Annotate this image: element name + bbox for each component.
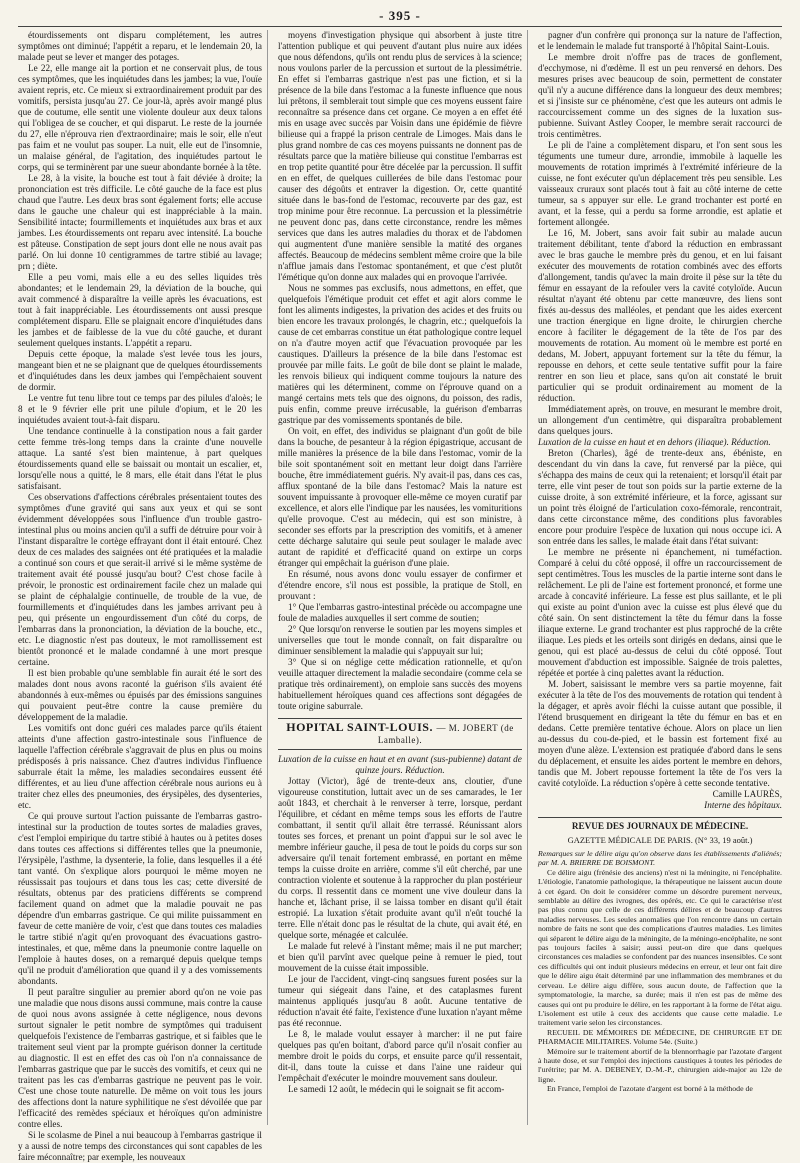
paragraph: Le ventre fut tenu libre tout ce temps par des pilules d'aloès; le 8 et le 9 février elle prit une pilule d'opium, et le 20 les inquiétudes avaient tout-à-fait disparu.: [18, 393, 262, 425]
review-title: REVUE DES JOURNAUX DE MÉDECINE.: [538, 817, 782, 832]
header-rule: [18, 26, 782, 27]
journal-source: GAZETTE MÉDICALE DE PARIS. (N° 33, 19 août.): [567, 835, 753, 845]
paragraph: moyens d'investigation physique qui absorbent à juste titre l'attention publique et qui peuvent d'autant plus nuire aux idées que nous défendons, qu'ils ont rendu plus de services à la science; nous voulons parler de la percussion et surtout de la plessimétrie. En effet si l'embarras gastrique n'est pas une fiction, et si la présence de la bile dans l'estomac a la funeste influence que nous lui prêtons, il semblerait tout simple que ces moyens eussent faire reconnaître sa présence dans cet organe. Ce moyen a en effet été mis en usage avec succès par Voisin dans une épidémie de fièvre bilieuse qui a frappé la prison centrale de Limoges. Mais dans le plus grand nombre de cas ces moyens puissants ne donnent pas de résultats parce que la matière bilieuse qui constitue l'embarras est en trop petite quantité pour être décelée par la percussion. Il suffit en en effet, de quelques cuillerées de bile dans l'estomac pour causer des dégoûts et entraver la digestion. Or, cette quantité située dans le bas-fond de l'estomac, recouverte par des gaz, est trop minime pour être reconnue. La percussion et la plessimétrie ne peuvent donc pas, dans cette circonstance, rendre les mêmes services que dans les autres maladies du thorax et de l'abdomen qui augmentent d'une manière sensible la matité des organes affectés. Beaucoup de médecins semblent même croire que la bile n'affluе jamais dans l'estomac spontanément, et que c'est plutôt l'émétique qu'on donne aux malades qui en provoque l'arrivée.: [278, 30, 522, 282]
paragraph: 2° Que lorsqu'on renverse le soutien par les moyens simples et universelles que tout le monde connaît, on fait disparaître ou diminuer sensiblement la maladie qui s'appuyait sur lui;: [278, 624, 522, 656]
paragraph: Jottay (Victor), âgé de trente-deux ans, cloutier, d'une vigoureuse constitution, luttait avec un de ses camarades, le 1er août 1843, et cherchait à le renverser à terre, lorsque, perdant l'équilibre, et cédant en même temps sous les efforts de l'autre combattant, il sentit qu'il allait être terrassé. Réunissant alors toutes ses forces, et prenant un point d'appui sur le sol avec le membre inférieur gauche, il pesa de tout le poids du corps sur son adversaire qu'il tenait fortement embrassé, en portant en même temps la cuisse droite en arrière, comme s'il eût cherché, par une contraction violente et soutenue à la rapprocher du plan postérieur du corps. Il ressentit dans ce moment une vive douleur dans la hanche et, lâchant prise, il se laissa tomber en disant qu'il était estropié. La luxation s'était produite avant qu'il n'eût touché la terre. Elle n'était donc pas le résultat de la chute, qui avait été, en quelque sorte, ménagée et calculée.: [278, 776, 522, 940]
signature-role: Interne des hôpitaux.: [704, 800, 782, 810]
paragraph: Une tendance continuelle à la constipation nous a fait garder cette femme très-long temps dans la crainte d'une nouvelle attaque. La santé s'est bien maintenue, à part quelques étourdissements quand elle se baissait ou montait un escalier, et, lorsqu'elle nous a quitté, le 8 mars, elle était dans l'état le plus satisfaisant.: [18, 426, 262, 491]
paragraph: En résumé, nous avons donc voulu essayer de confirmer et d'étendre encore, s'il nous est possible, la pratique de Stoll, en prouvant :: [278, 569, 522, 601]
hospital-name: HOPITAL SAINT-LOUIS.: [286, 720, 433, 734]
paragraph: Le samedi 12 août, le médecin qui le soignait se fit accom-: [288, 1084, 505, 1094]
page-number: - 395 -: [379, 8, 421, 23]
paragraph: Le 22, elle mange ait la portion et ne conservait plus, de tous ces symptômes, que les inquiétudes dans les jambes; la vue, l'ouïe avaient repris, etc. Ce mieux si extraordinairement produit par des vomitifs, persista jusqu'au 27. Ce jour-là, après avoir mangé plus que de coutume, elle sentit une violente douleur aux deux talons qui l'obligea de se coucher, et qui disparut. Le reste de la journée du 27, elle n'éprouva rien d'extraordinaire; mais le soir, elle n'eut pas faim et ne voulut pas souper. La nuit, elle eut de l'insomnie, un malaise général, de l'agitation, des inquiétudes partout le corps, qui se terminèrent par une sueur abondante bornée à la tête.: [18, 63, 262, 172]
paragraph: Les vomitifs ont donc guéri ces malades parce qu'ils étaient atteints d'une affection gastro-intestinale sous l'influence de laquelle l'affection cérébrale s'aggravait de plus en plus ou moins prédisposés à pris naissance. Chez d'autres individus l'influence saburrale était la même, les maladies secondaires eussent été différentes, et au lieu d'une affection cérébrale nous aurions eu à traiter chez elles des pneumonies, des érysipèles, des dysenteries, etc.: [18, 723, 262, 810]
paragraph: Le 16, M. Jobert, sans avoir fait subir au malade aucun traitement débilitant, tente d'abord la réduction en embrassant avec le bras gauche le membre près du genou, et en lui faisant exécuter des mouvements de rotation combinés avec des efforts d'allongement, tandis qu'avec la main droite il pèse sur la tête du fémur en essayant de la refouler vers la cavité cotyloïde. Aucun résultat n'ayant été obtenu par cette manœuvre, des liens sont fixés au-dessus des malléoles, et pendant que les aides exercent une traction énergique en ligne droite, le chirurgien cherche encore à faciliter le dégagement de la tête de l'os par des mouvements de rotation. Au moment où le membre est porté en dedans, M. Jobert, appuyant fortement sur la tête du fémur, la repousse en dehors, et cette seule tentative suffit pour la faire rentrer en son lieu et place, sans qu'on ait constaté le bruit particulier qui se produit ordinairement au moment de la réduction.: [538, 228, 782, 403]
paragraph: Le 8, le malade voulut essayer à marcher: il ne put faire quelques pas qu'en boitant, d'abord parce qu'il n'osait confier au membre droit le poids du corps, et ensuite parce qu'il ressentait, dit-il, dans toute la cuisse et dans l'aine une raideur qui l'empêchait d'exécuter le moindre mouvement sans douleur.: [278, 1029, 522, 1083]
paragraph: Le malade fut relevé à l'instant même; mais il ne put marcher; et bien qu'il parvînt avec quelque peine à remuer le pied, tout mouvement de la cuisse était impossible.: [278, 941, 522, 973]
review-section: [538, 849, 782, 1094]
paragraph: M. Jobert, saisissant le membre vers sa partie moyenne, fait exécuter à la tête de l'os des mouvements de rotation qui tendent à la dégager, et après avoir fléchi la cuisse autant que possible, il l'étend brusquement en dirigeant la tête du fémur en bas et en dedans. Cette première tentative échoue. Alors on place un lien au-dessus du cou-de-pied, et le bassin est fortement fixé au moyen d'une alèze. L'extension est pratiquée d'abord dans le sens du déplacement, et ensuite les aides portent le membre en dehors, tandis que M. Jobert repousse fortement la tête de l'os vers la cavité cotyloïde. La réduction s'opère à cette seconde tentative.: [538, 679, 782, 788]
paragraph: Elle a peu vomi, mais elle a eu des selles liquides très abondantes; et le lendemain 29, la déviation de la bouche, qui avait commencé à disparaître la veille après les évacuations, est tout à fait inappréciable. Les étourdissements ont aussi presque complétement disparu. Elle se plaignait encore d'inquiétudes dans les jambes et de faiblesse de la vue du côté gauche, et durant seulement quelques instants. L'appétit a reparu.: [18, 272, 262, 348]
paragraph: Ce qui prouve surtout l'action puissante de l'embarras gastro-intestinal sur la production de toutes sortes de maladies graves, c'est l'emploi empirique du tartre stibié à hautes ou à petites doses dans toutes ces affections si différentes telles que la pneumonie, l'érysipèle, l'asthme, la dysenterie, la folie, dans lesquelles il a été tant vanté. On s'explique alors pourquoi le même moyen ne réussissait pas toujours et dans tous les cas; cette diversité de résultats, obtenus par des praticiens différents se comprend facilement quand on admet que la maladie pouvait ne pas dépendre d'un embarras gastrique. Ce qui milite puissamment en faveur de cette manière de voir, c'est que dans toutes ces maladies le tartre stibié n'agit qu'en provoquant des évacuations gastro-intestinales, et que, même dans la pneumonie contre laquelle on l'emploie à hautes doses, on a remarqué depuis quelque temps qu'il ne produit d'amélioration que quand il y a des vomissements abondants.: [18, 811, 262, 986]
paragraph: étourdissements ont disparu complétement, les autres symptômes ont diminué; l'appétit a reparu, et le lendemain 20, la malade peut se lever et manger des potages.: [18, 30, 262, 62]
paragraph: Si le scolasme de Pinel a nui beaucoup à l'embarras gastrique il y a aussi de notre temps des circonstances qui sont capables de les faire méconnaître; par exemple, les nouveaux: [18, 1130, 262, 1162]
review-paragraph: Mémoire sur le traitement abortif de la blennorrhagie par l'azotate d'argent à haute dose, et sur l'emploi des injections caustiques à toutes les périodes de l'urétrite; par M. A. DEBENEY, D.-M.-P., chirurgien aide-major au 12e de ligne.: [538, 1046, 782, 1084]
page-columns: [18, 30, 783, 1162]
paragraph: 1° Que l'embarras gastro-intestinal précède ou accompagne une foule de maladies auxquelles il sert comme de soutien;: [278, 602, 522, 623]
paragraph: Depuis cette époque, la malade s'est levée tous les jours, mangeant bien et ne se plaignant que de quelques étourdissements et d'inquiétudes dans les deux jambes qui l'empêchaient souvent de dormir.: [18, 349, 262, 392]
paragraph: pagner d'un confrère qui prononça sur la nature de l'affection, et le lendemain le malade fut transporté à l'hôpital Saint-Louis.: [538, 30, 782, 51]
review-paragraph: RECUEIL DE MÉMOIRES DE MÉDECINE, DE CHIRURGIE ET DE PHARMACIE MILITAIRES. Volume 54e. (Suite.): [538, 1027, 782, 1047]
hospital-heading: [278, 718, 522, 750]
paragraph: Il est bien probable qu'une semblable fin aurait été le sort des malades dont nous avons raconté la guérison s'ils avaient été abandonnés à eux-mêmes ou épuisés par des émissions sanguines qui pouvaient peut-être contre la cause première du développement de la maladie.: [18, 668, 262, 722]
paragraph: Le 28, à la visite, la bouche est tout à fait déviée à droite; la prononciation est très difficile. Le côté gauche de la face est plus chaud que l'autre. Les deux bras sont également forts; elle accuse dans le gauche une chaleur qui est inappréciable à la main. Sensibilité intacte; fourmillements et inquiétudes aux bras et aux jambes. Les étourdissements ont reparu avec intensité. La bouche est pâteuse. Constipation de sept jours dont elle ne nous avait pas parlé. On lui donne 10 centigrammes de tartre stibié au lavage; prn ; diète.: [18, 173, 262, 271]
case-2-title: Luxation de la cuisse en haut et en dehors (iliaque). Réduction.: [538, 437, 771, 447]
paragraph: Le jour de l'accident, vingt-cinq sangsues furent posées sur la tumeur qui siégeait dans l'aine, et des cataplasmes furent maintenus appliqués jusqu'au 8 août. Aucune tentative de réduction n'avait été faite, l'existence d'une luxation n'ayant même pas été reconnue.: [278, 974, 522, 1028]
paragraph: Immédiatement après, on trouve, en mesurant le membre droit, un allongement d'un centimètre, qui disparaîtra probablement dans quelques jours.: [538, 404, 782, 436]
review-paragraph: En France, l'emploi de l'azotate d'argent est borné à la méthode de: [547, 1084, 753, 1094]
column-2: [278, 30, 528, 1125]
paragraph: Nous ne sommes pas exclusifs, nous admettons, en effet, que quelquefois l'émétique produit cet effet et agit alors comme le font les aliments indigestes, la privation des acides et des fruits ou bien encore les travaux prolongés, le chagrin, etc.; quelquefois la cause de cet embarras constitue un état pathologique contre lequel on n'a d'autre moyen actif que l'évacuation provoquée par les caustiques. D'ailleurs la présence de la bile dans l'estomac est prouvée par mille faits. Le goût de bile dont se plaint le malade, les renvois bilieux qui indiquent comme toujours la nature des matières qui les déterminent, comme on l'éprouve quand on a mangé certains mets tels que des oignons, du poisson, des radis, puis enfin, comme preuve irrécusable, la guérison d'embarras gastrique par des vomissements spontanés de bile.: [278, 283, 522, 425]
remark-title: Remarques sur le délire aigu qu'on observe dans les établissements d'aliénés; par M. A. BRIERRE DE BOISMONT.: [538, 849, 782, 868]
paragraph: Le pli de l'aine a complètement disparu, et l'on sent sous les téguments une tumeur dure, arrondie, immobile à laquelle les mouvements de rotation imprimés à l'extrémité inférieure de la cuisse, ne font exécuter qu'un déplacement très peu sensible. Les vaisseaux cruraux sont placés tout à fait au côté interne de cette tumeur, sa s appuyer sur elle. Le grand trochanter est porté en avant, et la fesse, qui a perdu sa forme arrondie, est aplatie et fortement allongée.: [538, 140, 782, 227]
paragraph: Breton (Charles), âgé de trente-deux ans, ébéniste, en descendant du vin dans la cave, fut renversé par la pièce, qui s'échappa des mains de ceux qui la retenaient; et lorsqu'il était par terre, elle vint peser de tout son poids sur la partie externe de la cuisse droite, à son extrémité inférieure, et la force, agissant sur un point très éloigné de l'articulation coxo-fémorale, rencontrait, dans cette circonstance même, des conditions plus favorables encore pour produire l'espèce de luxation qui nous occupe ici. A son entrée dans les salles, le malade était dans l'état suivant:: [538, 448, 782, 546]
paragraph: Le membre ne présente ni épanchement, ni tuméfaction. Comparé à celui du côté opposé, il offre un raccourcissement de sept centimètres. Tous les muscles de la partie interne sont dans le relâchement. Le pli de l'aine est fortement prononcé, et forme une arcade à concavité inférieure. La fesse est plus saillante, et le pli qui existe au point d'union avec la cuisse est plus élevé que du côté sain. On sent distinctement la tête du fémur dans la fosse iliaque externe. Le grand trochanter est plus rapproché de la crête iliaque. Les pieds et les orteils sont dirigés en dedans, ainsi que le genou, qui est placé au-dessus de celui du côté opposé. Tout mouvement d'abduction est impossible. Saignée de trois palettes, répétée et portée à cinq palettes avant la réduction.: [538, 547, 782, 678]
column-1: [18, 30, 268, 1162]
hospital-surgeon: — M. JOBERT (de Lamballe).: [377, 723, 514, 745]
signature-name: Camille LAURÈS,: [712, 789, 782, 799]
paragraph: Ces observations d'affections cérébrales présentaient toutes des symptômes d'une gravité qui sans aux yeux et qui se sont évidemment développées sous l'influence d'un trouble gastro-intestinal plus ou moins ancien qu'il a suffi de détruire pour voir à l'instant disparaître le cortège effrayant dont il était entouré. Chez deux de ces malades des saignées ont été pratiquées et la maladie a continué son cours et que serait-il arrivé si le même système de traitement avait été poussé jusqu'au bout? C'est chose facile à prévoir, le pronostic est ordinairement facile chez un malade qui se plaint de céphalalgie continuelle, de trouble de la vue, de fourmillements et d'inquiétudes dans les jambes arrivant peu à peu, qui présente un engourdissement d'un côté du corps, de l'embarras dans la prononciation, la déviation de la bouche, etc., etc. Le diagnostic n'est pas douteux, le mot ramollissement est bientôt prononcé et le malade condamné à une mort presque certaine.: [18, 492, 262, 667]
case-1-title: Luxation de la cuisse en haut et en avant (sus-pubienne) datant de quinze jours. Réduction.: [278, 754, 522, 775]
review-paragraph: Ce délire aigu (frénésie des anciens) n'est ni la méningite, ni l'encéphalite. L'étiologie, l'anatomie pathologique, la thérapeutique ne laissent aucun doute à cet égard. On doit le considérer comme un désordre purement nerveux, semblable au délire des ivrognes, des opérés, etc. Ce qui le caractérise n'est pas plus connu que celle de ces différents délires et de beaucoup d'autres maladies nerveuses. Les seules anomalies que l'on rencontre dans un certain nombre de faits ne sont que des complications d'autres maladies. Les limites qui séparent le délire aigu de la méningite, de la méningo-encéphalite, ne sont pas toujours faciles à saisir; aussi peut-on dire que dans quelques circonstances ces maladies se confondent par des nuances insensibles. Ce sont ces difficultés qui ont induit plusieurs médecins en erreur, et leur ont fait dire que le délire aigu était déterminé par une inflammation des membranes et du cerveau. Le délire aigu diffère, sous aucun doute, de l'affection que la symptomatologie, la marche, sa durée; mais il n'en est pas de même des causes qui ont pu produire le délire, en les rapportant à la forme de l'état aigu. L'isolement est utile à ceux des accidents que cause cette maladie. Le traitement varie selon les circonstances.: [538, 867, 783, 1028]
paragraph: Le membre droit n'offre pas de traces de gonflement, d'ecchymose, ni d'œdème. Il est un peu renversé en dehors. Des mesures prises avec beaucoup de soin, permettent de constater qu'il n'y a aucune différence dans la longueur des deux membres; et si j'insiste sur ce phénomène, c'est que les auteurs ont admis le raccourcissement comme un des signes de la luxation sus-pubienne. Suivant Astley Cooper, le membre serait raccourci de trois centimètres.: [538, 52, 782, 139]
paragraph: 3° Que si on néglige cette médication rationnelle, et qu'on veuille attaquer directement la maladie secondaire (comme cela se pratique très ordinairement), on emploie sans succès des moyens habituellement héroïques quand ces affections sont dégagées de toute origine saburrale.: [278, 657, 522, 711]
paragraph: On voit, en effet, des individus se plaignant d'un goût de bile dans la bouche, de pesanteur à la région épigastrique, accusant de mille manières la présence de la bile dans l'estomac, vomir de la bile soit spontanément soit en mettant leur doigt dans l'arrière bouche, être immédiatement guéris. N'y avait-il pas, dans ces cas, afflux spontané de la bile dans l'estomac? Mais la nature est souvent impuissante à provoquer elle-même ce moyen curatif par excellence, et alors elle l'indique par les nausées, les vomituritions qu'elle provoque. C'est au médecin, qui est son ministre, à seconder ses efforts par la prescription des vomitifs, et à amener cette décharge salutaire qui seule peut soulager le malade avec autant de rapidité et d'efficacité quand on extirpe un corps étranger qui empêchait la guérison d'une plaie.: [278, 426, 522, 568]
paragraph: Il peut paraître singulier au premier abord qu'on ne voie pas une maladie que nous disons aussi commune, mais contre la cause de quoi nous avons assignée à cette négligence, nous devons surtout signaler le petit nombre de symptômes qui traduisent quelquefois l'existence de l'embarras gastrique, et si faibles que le traitement seul vient par la prompte guérison donner la certitude au diagnostic. Il est en effet des cas où l'on n'a connaissance de l'embarras gastrique que par le succès des vomitifs, et ceux qui ne traitent pas les cas d'embarras gastrique ne peuvent pas le voir. C'est une chose toute naturelle. De même on voit tous les jours des affections dont la nature syphilitique ne s'est dévoilée que par l'efficacité des remèdes spéciaux et héroïques qu'on administre contre elles.: [18, 987, 262, 1129]
column-3: [538, 30, 782, 1125]
